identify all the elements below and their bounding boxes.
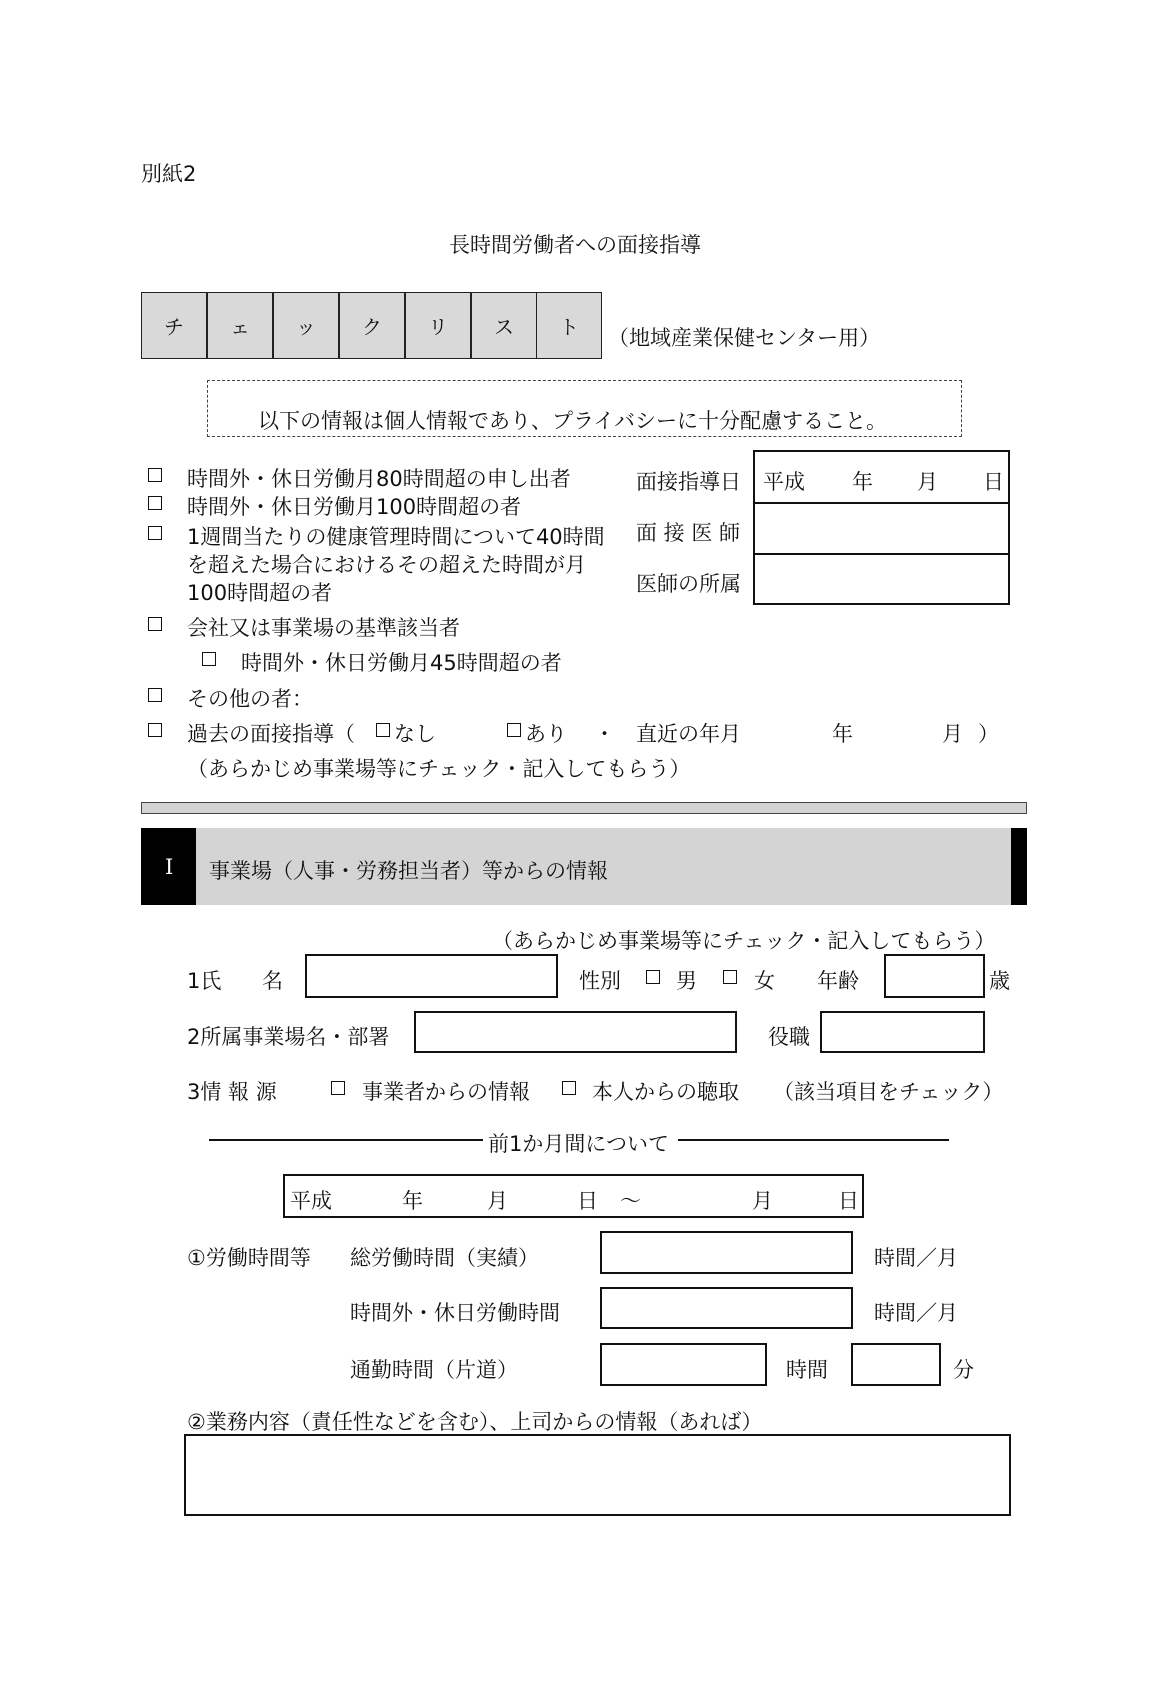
- total-hours-label: 総労働時間（実績）: [350, 1246, 539, 1270]
- period-year: 年: [402, 1189, 423, 1213]
- date-era: 平成: [763, 470, 805, 494]
- past-interview-close: ）: [978, 722, 999, 746]
- age-label: 年齢: [817, 969, 859, 993]
- katakana-char: ス: [494, 315, 514, 339]
- past-interview-yes: あり: [525, 722, 567, 746]
- past-interview-recent: 直近の年月: [636, 722, 741, 746]
- checkbox-80h[interactable]: [148, 468, 162, 482]
- doctor-affiliation-field[interactable]: [755, 555, 1008, 605]
- position-input[interactable]: [820, 1011, 985, 1053]
- overtime-unit: 時間／月: [874, 1301, 958, 1325]
- total-hours-input[interactable]: [600, 1231, 853, 1274]
- checkbox-100h[interactable]: [148, 496, 162, 510]
- checklist-item-other: その他の者：: [187, 687, 313, 711]
- checklist-item-health-mgmt-1: 1週間当たりの健康管理時間について40時間: [187, 525, 605, 549]
- work-hours-label: ①労働時間等: [187, 1246, 311, 1270]
- workplace-label: 2所属事業場名・部署: [187, 1025, 390, 1049]
- checklist-item-company-criteria: 会社又は事業場の基準該当者: [187, 616, 460, 640]
- name-label-a: 1氏: [187, 969, 222, 993]
- period-rule-left: [209, 1139, 483, 1141]
- checkbox-past-interview[interactable]: [148, 723, 162, 737]
- period-tilde: ～: [620, 1189, 641, 1213]
- period-era: 平成: [290, 1189, 332, 1213]
- date-day: 日: [983, 470, 1004, 494]
- commute-hours-input[interactable]: [600, 1343, 767, 1386]
- checklist-item-health-mgmt-2: を超えた場合におけるその超えた時間が月: [187, 553, 586, 577]
- period-day1: 日: [577, 1189, 598, 1213]
- gender-male: 男: [676, 969, 697, 993]
- interview-info-table: [753, 450, 1010, 605]
- commute-label: 通勤時間（片道）: [350, 1358, 518, 1382]
- past-interview-none: なし: [394, 722, 436, 746]
- checklist-note: （あらかじめ事業場等にチェック・記入してもらう）: [187, 757, 691, 781]
- period-month2: 月: [752, 1189, 773, 1213]
- age-input[interactable]: [884, 954, 985, 998]
- name-input[interactable]: [305, 954, 558, 998]
- section-divider: [141, 802, 1027, 814]
- age-unit: 歳: [989, 969, 1010, 993]
- section-number: I: [165, 855, 174, 879]
- past-interview-label: 過去の面接指導（: [187, 722, 355, 746]
- section-header: [141, 828, 1027, 905]
- checklist-item-80h: 時間外・休日労働月80時間超の申し出者: [187, 467, 571, 491]
- source-employer: 事業者からの情報: [362, 1080, 530, 1104]
- source-note: （該当項目をチェック）: [773, 1080, 1004, 1104]
- period-month1: 月: [487, 1189, 508, 1213]
- duties-input[interactable]: [184, 1434, 1011, 1516]
- document-label: 別紙2: [141, 162, 197, 186]
- interview-date-field[interactable]: [755, 452, 1008, 504]
- checkbox-company-criteria[interactable]: [148, 617, 162, 631]
- katakana-char: ク: [362, 315, 382, 339]
- section-note: （あらかじめ事業場等にチェック・記入してもらう）: [492, 929, 996, 953]
- date-month: 月: [917, 470, 938, 494]
- checkbox-source-self[interactable]: [562, 1081, 576, 1095]
- doctor-affiliation-label: 医師の所属: [636, 572, 741, 596]
- source-label: 3情 報 源: [187, 1080, 277, 1104]
- duties-label: ②業務内容（責任性などを含む）、上司からの情報（あれば）: [187, 1410, 763, 1434]
- checkbox-female[interactable]: [723, 970, 737, 984]
- checklist-item-100h: 時間外・休日労働月100時間超の者: [187, 495, 522, 519]
- commute-hours-unit: 時間: [786, 1358, 828, 1382]
- gender-female: 女: [754, 969, 775, 993]
- checkbox-male[interactable]: [646, 970, 660, 984]
- interview-date-label: 面接指導日: [636, 470, 741, 494]
- interview-doctor-label: 面 接 医 師: [636, 521, 741, 545]
- period-rule-right: [678, 1139, 949, 1141]
- checkbox-past-yes[interactable]: [507, 723, 521, 737]
- total-hours-unit: 時間／月: [874, 1246, 958, 1270]
- checkbox-source-employer[interactable]: [331, 1081, 345, 1095]
- past-interview-dot: ・: [594, 722, 615, 746]
- past-interview-month: 月: [942, 722, 963, 746]
- source-self: 本人からの聴取: [592, 1080, 739, 1104]
- katakana-char: リ: [428, 315, 448, 339]
- commute-minutes-input[interactable]: [851, 1343, 941, 1386]
- name-label-b: 名: [262, 969, 283, 993]
- interview-doctor-field[interactable]: [755, 504, 1008, 555]
- period-heading: 前1か月間について: [488, 1132, 669, 1156]
- gender-label: 性別: [579, 969, 621, 993]
- position-label: 役職: [768, 1025, 810, 1049]
- checkbox-health-mgmt[interactable]: [148, 526, 162, 540]
- checklist-item-health-mgmt-3: 100時間超の者: [187, 581, 333, 605]
- checkbox-past-none[interactable]: [376, 723, 390, 737]
- period-field[interactable]: [283, 1174, 864, 1218]
- period-day2: 日: [838, 1189, 859, 1213]
- checkbox-other[interactable]: [148, 688, 162, 702]
- katakana-char: ト: [559, 315, 579, 339]
- katakana-char: ッ: [296, 315, 316, 339]
- commute-minutes-unit: 分: [953, 1358, 974, 1382]
- overtime-label: 時間外・休日労働時間: [350, 1301, 560, 1325]
- checklist-item-45h: 時間外・休日労働月45時間超の者: [241, 651, 562, 675]
- katakana-char: チ: [164, 315, 184, 339]
- checkbox-45h[interactable]: [202, 652, 216, 666]
- katakana-char: ェ: [230, 315, 250, 339]
- workplace-input[interactable]: [414, 1011, 737, 1053]
- date-year: 年: [852, 470, 873, 494]
- document-title: 長時間労働者への面接指導: [449, 233, 701, 257]
- privacy-notice: 以下の情報は個人情報であり、プライバシーに十分配慮すること。: [258, 409, 887, 433]
- section-title: 事業場（人事・労務担当者）等からの情報: [209, 859, 608, 883]
- past-interview-year: 年: [832, 722, 853, 746]
- overtime-input[interactable]: [600, 1287, 853, 1329]
- title-suffix: （地域産業保健センター用）: [608, 326, 881, 350]
